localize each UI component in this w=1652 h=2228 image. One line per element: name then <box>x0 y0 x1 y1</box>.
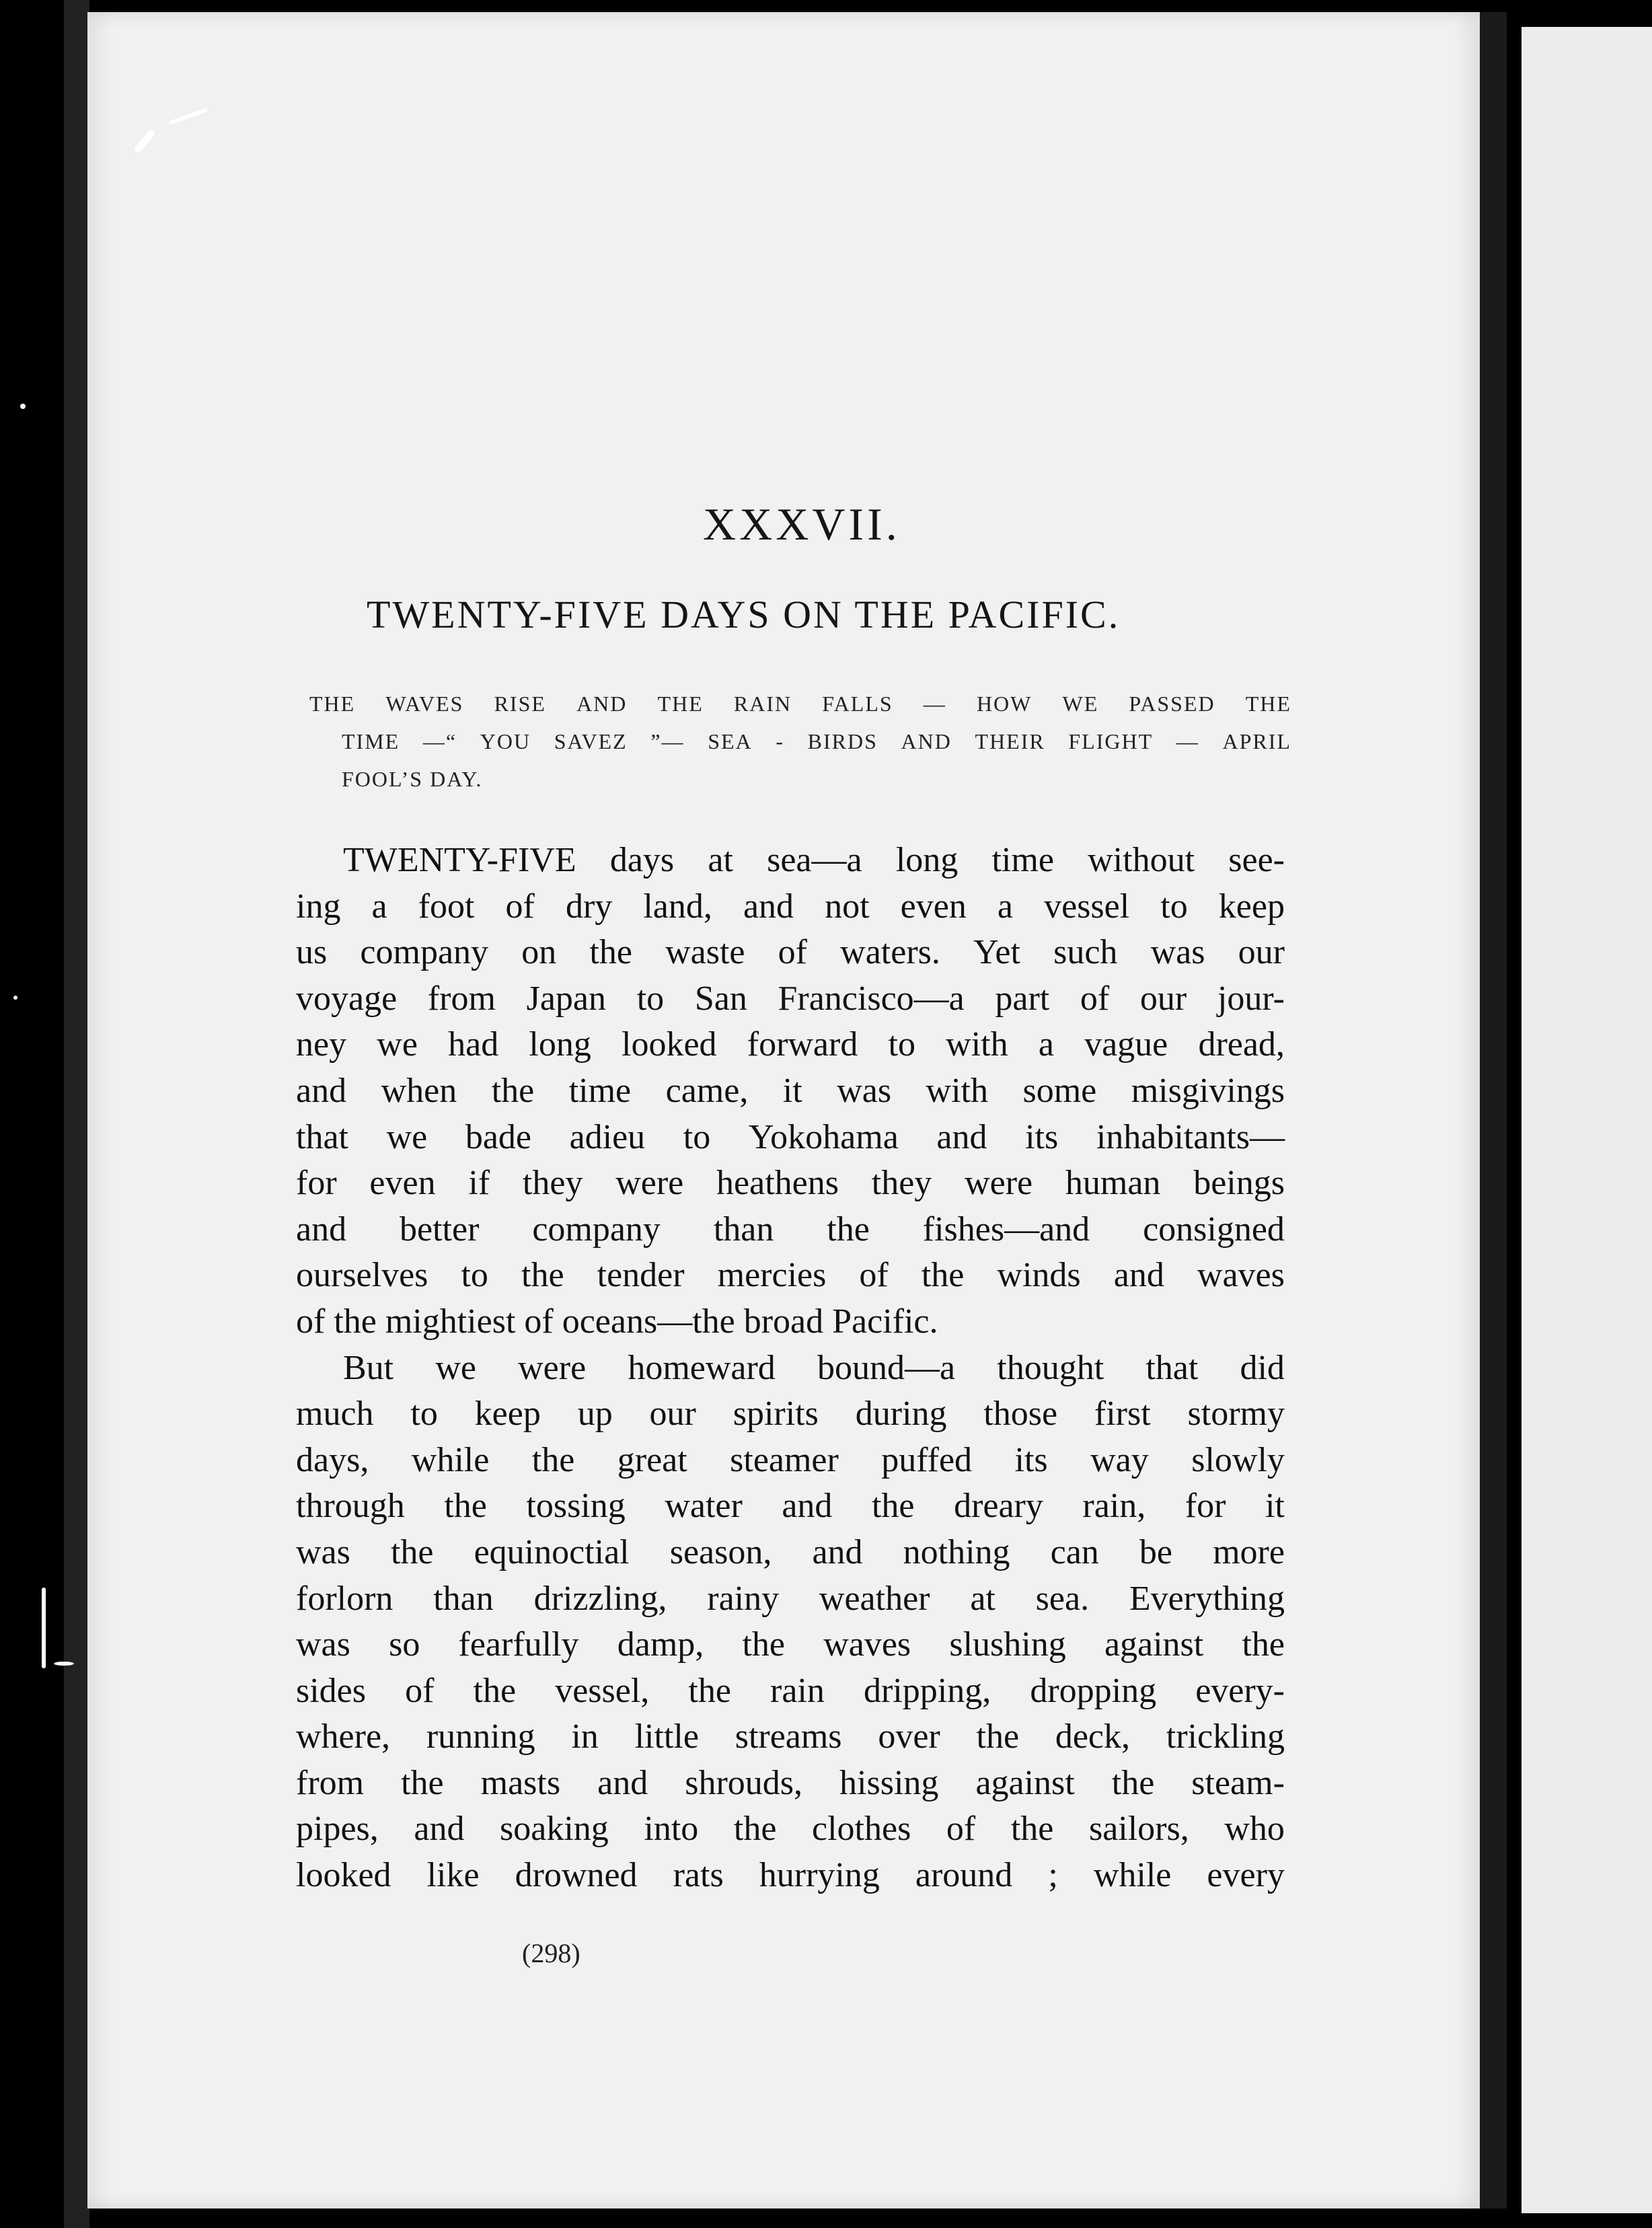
book-left-edge <box>64 0 89 2228</box>
text-line: through the tossing water and the dreary rain, for it <box>296 1487 1285 1526</box>
text-line: forlorn than drizzling, rainy weather at sea. Everything <box>296 1579 1285 1618</box>
text-line: us company on the waste of waters. Yet such was our <box>296 933 1285 972</box>
text-line: ing a foot of dry land, and not even a vessel to keep <box>296 887 1285 926</box>
next-page-edge <box>1522 27 1652 2213</box>
dust-speck <box>20 404 26 409</box>
text-line: ourselves to the tender mercies of the winds and waves <box>296 1256 1285 1295</box>
chapter-title: TWENTY-FIVE DAYS ON THE PACIFIC. <box>367 593 1121 636</box>
dust-speck <box>42 1588 46 1668</box>
text-line: pipes, and soaking into the clothes of the sailors, who <box>296 1810 1285 1849</box>
page-number: (298) <box>522 1938 580 1968</box>
text-line: But we were homeward bound—a thought that did <box>343 1348 1285 1387</box>
text-line: much to keep up our spirits during those first stormy <box>296 1395 1285 1434</box>
text-line: days, while the great steamer puffed its way slowly <box>296 1440 1285 1479</box>
dust-speck <box>13 996 17 1000</box>
text-line: ney we had long looked forward to with a vague dread, <box>296 1025 1285 1064</box>
dust-speck <box>54 1662 74 1666</box>
text-line: from the masts and shrouds, hissing against the steam- <box>296 1763 1285 1802</box>
chapter-number: XXXVII. <box>703 498 901 550</box>
text-line: voyage from Japan to San Francisco—a part of our jour- <box>296 979 1285 1018</box>
chapter-synopsis <box>309 685 1291 798</box>
text-line: was so fearfully damp, the waves slushing against the <box>296 1625 1285 1664</box>
synopsis-line: FOOL’S DAY. <box>342 767 483 791</box>
text-line: where, running in little streams over the deck, trickling <box>296 1717 1285 1756</box>
text-line: sides of the vessel, the rain dripping, dropping every- <box>296 1671 1285 1710</box>
synopsis-line: TIME —“ YOU SAVEZ ”— SEA - BIRDS AND THEIR FLIGHT — APRIL <box>342 729 1291 753</box>
text-line: of the mightiest of oceans—the broad Pacific. <box>296 1302 938 1341</box>
text-line: TWENTY-FIVE days at sea—a long time without see- <box>343 841 1285 879</box>
book-gutter <box>1480 12 1507 2208</box>
synopsis-line: THE WAVES RISE AND THE RAIN FALLS — HOW WE PASSED THE <box>309 692 1291 716</box>
text-line: and when the time came, it was with some misgivings <box>296 1071 1285 1110</box>
text-line: that we bade adieu to Yokohama and its inhabitants— <box>296 1117 1285 1156</box>
text-line: was the equinoctial season, and nothing can be more <box>296 1532 1285 1571</box>
text-line: for even if they were heathens they were human beings <box>296 1164 1285 1203</box>
body-text <box>296 838 1285 1899</box>
text-line: looked like drowned rats hurrying around ; while every <box>296 1856 1285 1895</box>
text-line: and better company than the fishes—and consigned <box>296 1210 1285 1249</box>
